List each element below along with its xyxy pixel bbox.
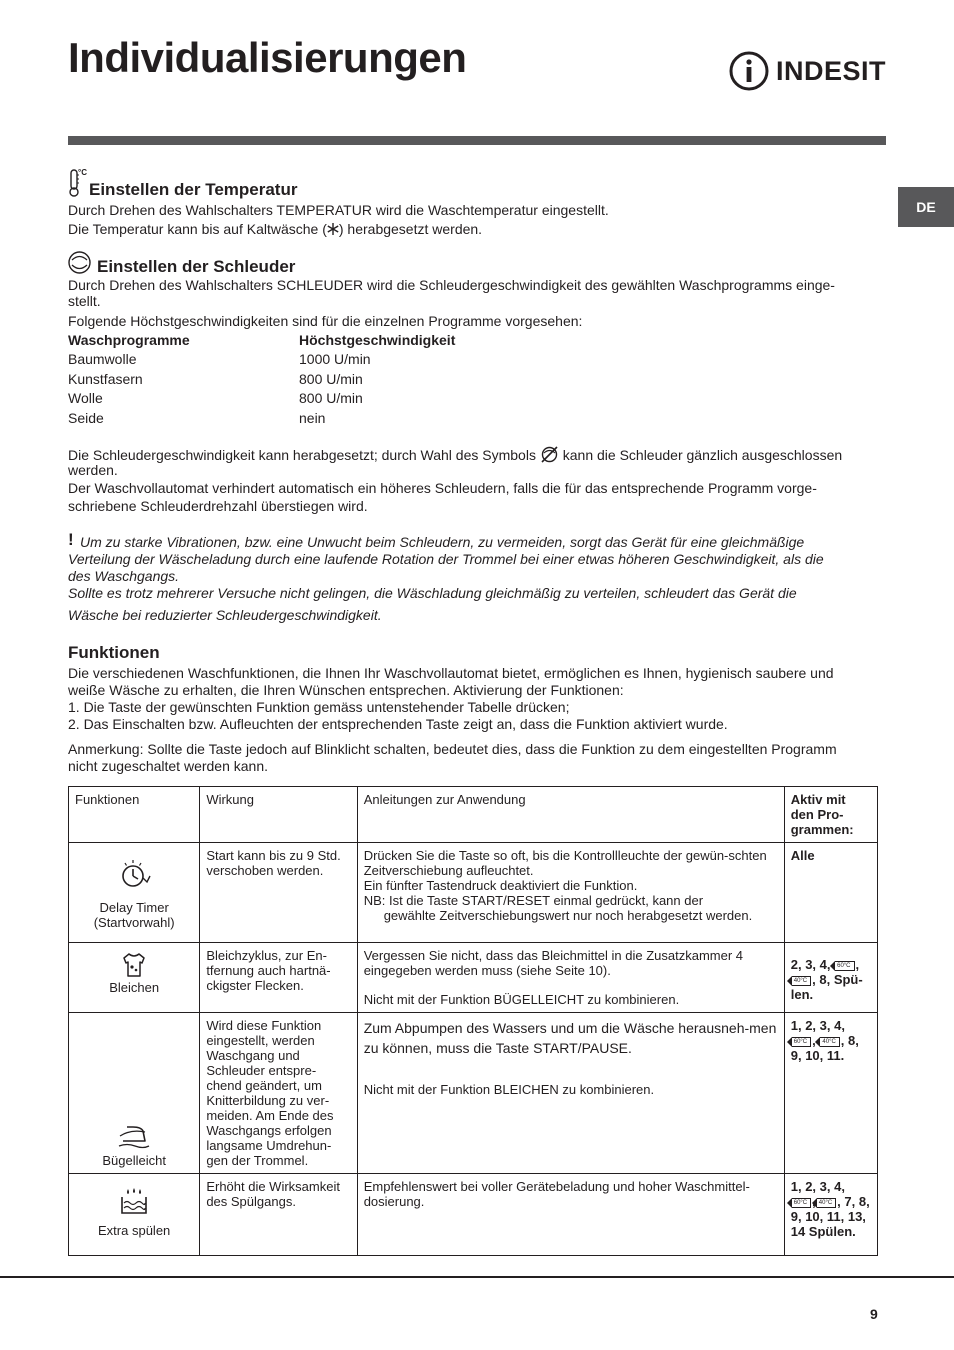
spin-text-2: Folgende Höchstgeschwindigkeiten sind für die einzelnen Programme vorgesehen: (68, 313, 583, 329)
programs-cell: 2, 3, 4, 60°C , 40°C , 8, Spü-len. (784, 943, 877, 1013)
functions-text-1: Die verschiedenen Waschfunktionen, die Ihnen Ihr Waschvollautomat bietet, ermöglichen es Ihnen, hygienisch saubere und (68, 665, 834, 681)
instructions-cell: Vergessen Sie nicht, dass das Bleichmittel in die Zusatzkammer 4 eingegeben werden muss (siehe Seite 10). Nicht mit der Funktion BÜGELLEICHT zu kombinieren. (357, 943, 784, 1013)
spin-table-row: Wolle 800 U/min (68, 390, 363, 406)
brand-logo (728, 50, 886, 92)
table-row (69, 1174, 878, 1256)
spin-text-1: Durch Drehen des Wahlschalters SCHLEUDER wird die Schleudergeschwindigkeit des gewählten Waschprogramms einge- (68, 277, 835, 293)
function-name: Bleichen (109, 980, 160, 995)
instructions-cell: Zum Abpumpen des Wassers und um die Wäsche herausneh-men zu können, muss die Taste START/PAUSE. Nicht mit der Funktion BLEICHEN zu kombinieren. (357, 1013, 784, 1174)
temperature-text-2: Die Temperatur kann bis auf Kaltwäsche ( ) herabgesetzt werden. (68, 221, 483, 237)
instructions-cell: Empfehlenswert bei voller Gerätebeladung und hoher Waschmittel-dosierung. (357, 1174, 784, 1256)
indesit-logo-icon (728, 50, 770, 92)
warning-text-4: Sollte es trotz mehrerer Versuche nicht gelingen, die Wäschladung gleichmäßig zu verteilen, schleudert das Gerät die (68, 585, 797, 601)
col-header-instructions: Anleitungen zur Anwendung (357, 787, 784, 843)
spin-table-row: Kunstfasern 800 U/min (68, 370, 363, 387)
functions-step-1: 1. Die Taste der gewünschten Funktion gemäss untenstehender Tabelle drücken; (68, 699, 570, 715)
programs-cell: Alle (784, 843, 877, 943)
warning-text-1: Um zu starke Vibrationen, bzw. eine Unwucht beim Schleudern, zu vermeiden, sorgt das Gerät für eine gleichmäßige (80, 534, 805, 550)
bleach-shirt-icon[interactable] (121, 952, 147, 978)
snowflake-icon (327, 223, 339, 235)
page-title: Individualisierungen (68, 34, 467, 81)
header-divider (68, 136, 886, 145)
table-row (69, 843, 878, 943)
instructions-cell: Drücken Sie die Taste so oft, bis die Kontrollleuchte der gewün-schten Zeitverschiebung aufleuchtet. Ein fünfter Tastendruck deaktiviert die Funktion. NB: Ist die Taste START/RESET einmal gedrückt, kann der gewählte Zeitverschiebungswert nur noch herabgesetzt werden. (357, 843, 784, 943)
brand-name: INDESIT (776, 55, 887, 86)
extra-rinse-icon[interactable] (118, 1187, 150, 1217)
function-name: Extra spülen (98, 1223, 171, 1238)
col-header-functions: Funktionen (69, 787, 200, 843)
effect-cell: Bleichzyklus, zur En-tfernung auch hartnä-ckigster Flecken. (200, 943, 357, 1013)
function-cell-rinse (69, 1174, 200, 1256)
warning-mark: ! (68, 530, 74, 549)
programs-cell: 1, 2, 3, 4, 60°C , 40°C , 7, 8, 9, 10, 11, 13, 14 Spülen. (784, 1174, 877, 1256)
col-header-programs: Aktiv mit den Pro-grammen: (784, 787, 877, 843)
temp-60-icon: 60°C (835, 961, 854, 971)
functions-text-1b: weiße Wäsche zu erhalten, die Ihren Wünschen entsprechen. Aktivierung der Funktionen: (68, 682, 624, 698)
spin-table-row: Baumwolle 1000 U/min (68, 351, 371, 367)
function-cell-delay (69, 843, 200, 943)
spin-table-header: Waschprogramme Höchstgeschwindigkeit (68, 332, 456, 348)
spin-text-1b: stellt. (68, 293, 101, 309)
delay-timer-icon[interactable] (117, 858, 151, 892)
effect-cell: Erhöht die Wirksamkeit des Spülgangs. (200, 1174, 357, 1256)
spin-heading: Einstellen der Schleuder (97, 257, 296, 276)
table-row (69, 1013, 878, 1174)
spin-table-row: Seide nein (68, 409, 326, 426)
footer-divider (0, 1276, 954, 1278)
spin-text-3b: werden. (68, 462, 118, 478)
effect-cell: Wird diese Funktion eingestellt, werden Waschgang und Schleuder entspre-chend geändert, um Knitterbildung zu ver-meiden. Am Ende des Waschgangs erfolgen langsame Umdrehun-gen der Trommel. (200, 1013, 357, 1174)
page-number: 9 (870, 1306, 878, 1322)
spin-text-4: Der Waschvollautomat verhindert automatisch ein höheres Schleudern, falls die für das entsprechende Programm vorge- (68, 480, 817, 496)
functions-step-2: 2. Das Einschalten bzw. Aufleuchten der entsprechenden Taste zeigt an, dass die Funktion aktiviert wurde. (68, 716, 728, 732)
functions-heading: Funktionen (68, 643, 160, 662)
table-row (69, 943, 878, 1013)
temp-40-icon: 40°C (817, 1198, 836, 1208)
function-name: Bügelleicht (102, 1153, 166, 1168)
col-header-effect: Wirkung (200, 787, 357, 843)
spin-speed-table (68, 332, 488, 429)
function-cell-bleach (69, 943, 200, 1013)
programs-cell: 1, 2, 3, 4, 60°C , 40°C , 8, 9, 10, 11. (784, 1013, 877, 1174)
warning-text-3: des Waschgangs. (68, 568, 180, 584)
warning-text-5: Wäsche bei reduzierter Schleudergeschwindigkeit. (68, 607, 382, 623)
temperature-text-1: Durch Drehen des Wahlschalters TEMPERATUR wird die Waschtemperatur eingestellt. (68, 202, 609, 218)
spin-icon (67, 250, 92, 280)
spin-text-4b: schriebene Schleuderdrehzahl überstiegen wird. (68, 498, 368, 514)
no-spin-icon (540, 445, 559, 464)
functions-table (68, 786, 878, 1256)
function-name: Delay Timer (Startvorwahl) (93, 900, 175, 930)
temp-60-icon: 60°C (792, 1198, 811, 1208)
warning-text-2: Verteilung der Wäscheladung durch eine laufende Rotation der Trommel bei einer etwas höheren Geschwindigkeit, als die (68, 551, 824, 567)
temp-40-icon: 40°C (820, 1037, 839, 1047)
function-cell-iron (69, 1013, 200, 1174)
table-header-row (69, 787, 878, 843)
functions-note-b: nicht zugeschaltet werden kann. (68, 758, 269, 774)
temperature-heading: Einstellen der Temperatur (89, 180, 298, 199)
functions-note: Anmerkung: Sollte die Taste jedoch auf Blinklicht schalten, bedeutet dies, dass die Funktion zu dem eingestellten Programm (68, 741, 837, 757)
spin-text-3: Die Schleudergeschwindigkeit kann herabgesetzt; durch Wahl des Symbols kann die Schleuder gänzlich ausgeschlossen (68, 447, 843, 463)
temperature-unit-label: °C (78, 168, 87, 177)
temp-60-icon: 60°C (792, 1037, 811, 1047)
effect-cell: Start kann bis zu 9 Std. verschoben werden. (200, 843, 357, 943)
language-tab[interactable]: DE (898, 187, 954, 227)
easy-iron-icon[interactable] (117, 1119, 151, 1149)
temp-40-icon: 40°C (792, 976, 811, 986)
